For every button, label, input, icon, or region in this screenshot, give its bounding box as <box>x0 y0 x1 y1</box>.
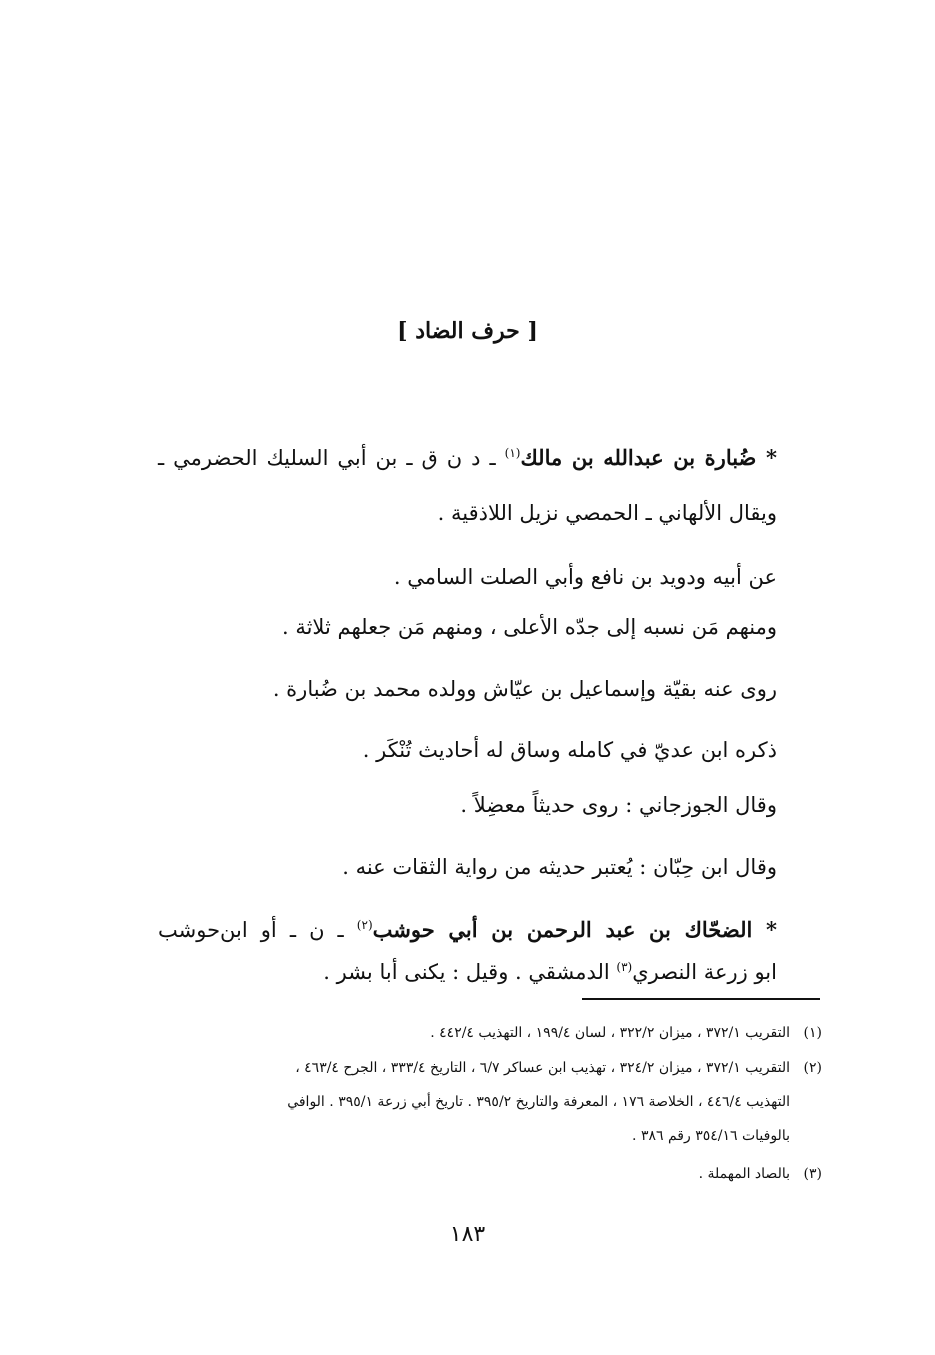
footnote-number: (٣) <box>803 1166 822 1182</box>
footnote-text: التقريب ٣٧٢/١ ، ميزان ٣٢٤/٢ ، تهذيب ابن عساكر ٦/٧ ، التاريخ ٣٣٣/٤ ، الجرح ٤٦٣/٤ ، <box>295 1060 790 1076</box>
body-line: ويقال الألهاني ـ الحمصي نزيل اللاذقية . <box>437 501 777 525</box>
footnote-ref-1: (١) <box>504 446 521 460</box>
entry-dahhak-line1 <box>158 910 777 945</box>
body-line: ومنهم مَن نسبه إلى جدّه الأعلى ، ومنهم مَن جعلهم ثلاثة . <box>281 615 777 639</box>
body-line: ذكره ابن عديّ في كامله وساق له أحاديث تُنْكَر . <box>362 738 777 762</box>
body-line: عن أبيه ودويد بن نافع وأبي الصلت السامي . <box>393 565 777 589</box>
footnote-ref-3: (٣) <box>616 960 633 974</box>
chapter-heading: [ حرف الضاد ] <box>397 318 538 344</box>
body-line: وقال الجوزجاني : روى حديثاً معضِلاً . <box>460 793 777 817</box>
entry-text: الدمشقي . وقيل : يكنى أبا بشر . <box>323 960 617 984</box>
footnote-number: (٢) <box>803 1060 822 1076</box>
footnote-number: (١) <box>803 1025 822 1041</box>
footnote-text: التهذيب ٤٤٦/٤ ، الخلاصة ١٧٦ ، المعرفة والتاريخ ٣٩٥/٢ . تاريخ أبي زرعة ٣٩٥/١ . الوافي <box>287 1094 790 1110</box>
entry-dubara-line1 <box>158 438 777 473</box>
entry-name: * ضُبارة بن عبدالله بن مالك <box>520 445 777 470</box>
entry-text: ابو زرعة النصري <box>632 960 777 984</box>
body-line: روى عنه بقيّة وإسماعيل بن عيّاش وولده محمد بن ضُبارة . <box>272 677 777 701</box>
footnote-text: بالصاد المهملة . <box>698 1166 790 1182</box>
entry-dahhak-line2 <box>323 952 777 987</box>
entry-name: * الضحّاك بن عبد الرحمن بن أبي حوشب <box>372 917 777 942</box>
entry-text: ـ ن ـ أو ابن‌حوشب <box>158 918 357 942</box>
footnote-text: بالوفيات ٣٥٤/١٦ رقم ٣٨٦ . <box>632 1128 790 1144</box>
entry-text: ـ د ن ق ـ بن أبي السليك الحضرمي ـ <box>158 446 505 470</box>
page-number: ١٨٣ <box>449 1222 486 1247</box>
footnote-divider <box>582 998 820 1000</box>
footnote-text: التقريب ٣٧٢/١ ، ميزان ٣٢٢/٢ ، لسان ١٩٩/٤ ، التهذيب ٤٤٢/٤ . <box>430 1025 790 1041</box>
footnote-ref-2: (٢) <box>356 918 373 932</box>
body-line: وقال ابن حِبّان : يُعتبر حديثه من رواية الثقات عنه . <box>342 855 777 879</box>
